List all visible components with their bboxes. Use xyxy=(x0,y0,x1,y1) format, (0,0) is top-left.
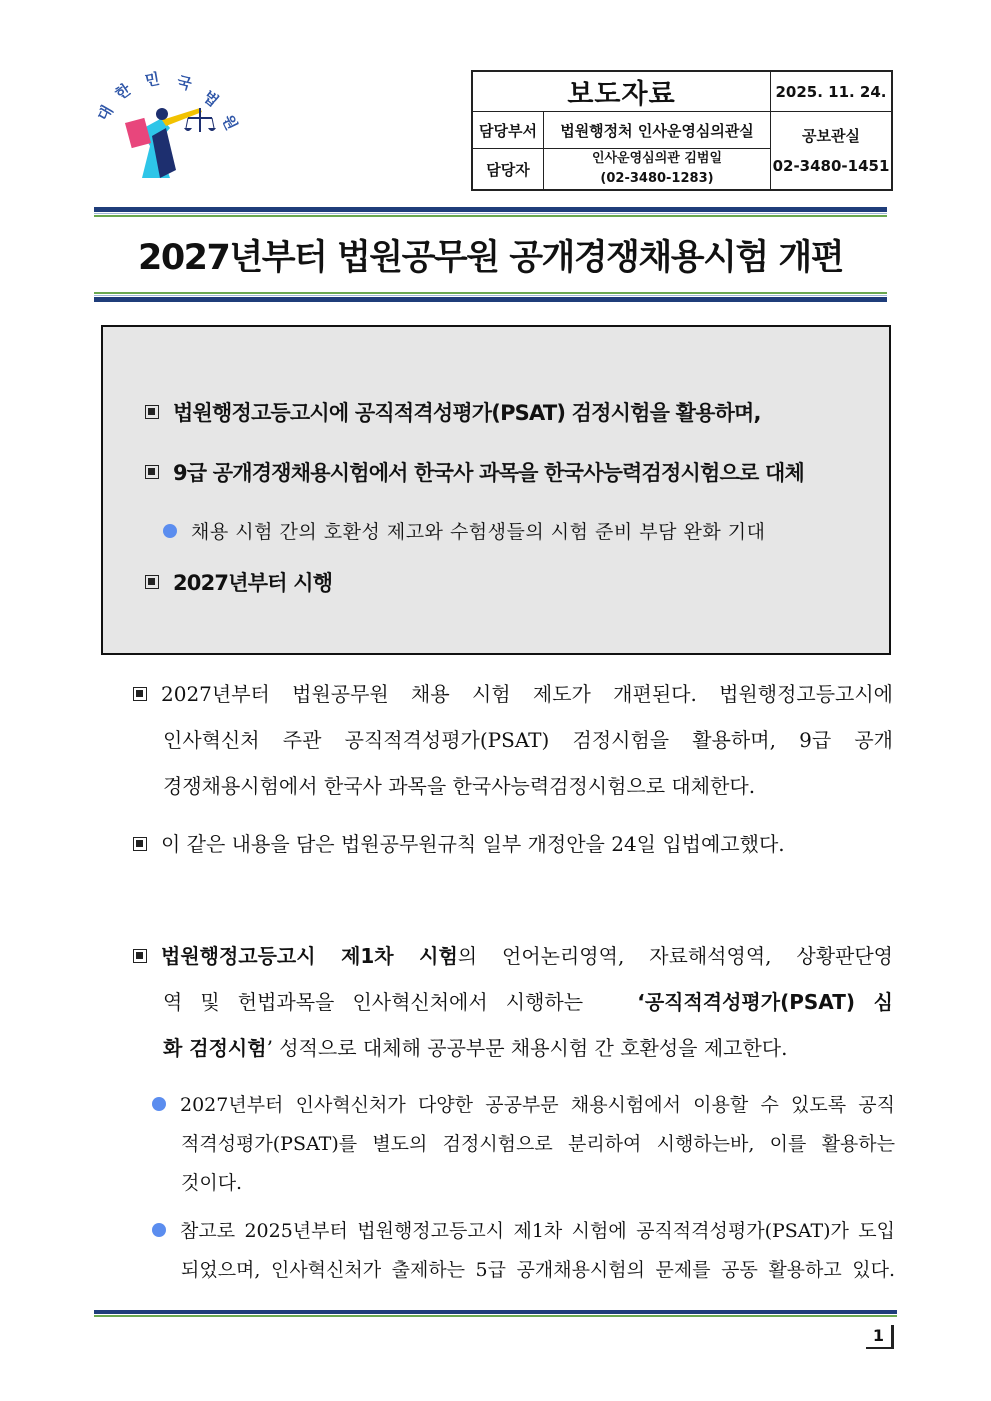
summary-subitem: 채용 시험 간의 호환성 제고와 수험생들의 시험 준비 부담 완화 기대 xyxy=(163,517,765,544)
svg-text:국: 국 xyxy=(174,72,194,94)
summary-box xyxy=(101,325,891,655)
body-paragraph xyxy=(133,933,893,1071)
square-bullet-icon xyxy=(145,405,159,419)
pr-phone: 02-3480-1451 xyxy=(772,156,890,175)
release-date: 2025. 11. 24. xyxy=(771,71,893,112)
paragraph-line: 화 검정시험’ 성적으로 대체해 공공부문 채용시험 간 호환성을 제고한다. xyxy=(163,1036,788,1060)
paragraph-line: 경쟁채용시험에서 한국사 과목을 한국사능력검정시험으로 대체한다. xyxy=(163,774,756,798)
square-bullet-icon xyxy=(133,949,147,963)
svg-text:한: 한 xyxy=(111,80,135,104)
square-bullet-icon xyxy=(145,465,159,479)
circle-bullet-icon xyxy=(152,1223,166,1237)
square-bullet-icon xyxy=(133,687,147,701)
contact-label: 담당자 xyxy=(472,149,544,191)
paragraph-line: 이 같은 내용을 담은 법원공무원규칙 일부 개정안을 24일 입법예고했다. xyxy=(133,821,893,867)
svg-text:원: 원 xyxy=(218,112,241,133)
svg-text:대: 대 xyxy=(93,102,117,124)
summary-item: 9급 공개경쟁채용시험에서 한국사 과목을 한국사능력검정시험으로 대체 xyxy=(145,457,804,487)
paragraph-line: 역 및 헌법과목을 인사혁신처에서 시행하는 ‘공직적격성평가(PSAT) 심 xyxy=(163,990,893,1014)
title-top-bar xyxy=(94,207,887,217)
paragraph-line: 인사혁신처 주관 공직적격성평가(PSAT) 검정시험을 활용하며, 9급 공개 xyxy=(163,728,893,752)
subitem-line: 참고로 2025년부터 법원행정고등고시 제1차 시험에 공직적격성평가(PSAT)가 도입 xyxy=(152,1212,895,1251)
subitem-line: 적격성평가(PSAT)를 별도의 검정시험으로 분리하여 시행하는바, 이를 활용하는 xyxy=(181,1133,895,1155)
body-subitem xyxy=(152,1212,895,1290)
paragraph-line: 법원행정고등고시 제1차 시험의 언어논리영역, 자료해석영역, 상황판단영 xyxy=(133,933,893,979)
subitem-line: 되었으며, 인사혁신처가 출제하는 5급 공개채용시험의 문제를 공동 활용하고 있다. xyxy=(181,1259,895,1281)
circle-bullet-icon xyxy=(163,524,177,538)
contact-name: 인사운영심의관 김범일 xyxy=(591,151,723,166)
contact-cell xyxy=(544,149,771,191)
circle-bullet-icon xyxy=(152,1097,166,1111)
dept-label: 담당부서 xyxy=(472,112,544,149)
footer-bar xyxy=(94,1310,897,1317)
subitem-line: 2027년부터 인사혁신처가 다양한 공공부문 채용시험에서 이용할 수 있도록 공직 xyxy=(152,1086,895,1125)
press-release-header xyxy=(471,70,893,191)
square-bullet-icon xyxy=(133,837,147,851)
pr-office-cell xyxy=(771,112,893,191)
summary-item: 법원행정고등고시에 공직적격성평가(PSAT) 검정시험을 활용하며, xyxy=(145,397,761,427)
square-bullet-icon xyxy=(145,575,159,589)
body-paragraph xyxy=(133,671,893,809)
release-title: 보도자료 xyxy=(472,71,771,112)
summary-item: 2027년부터 시행 xyxy=(145,567,332,597)
pr-office: 공보관실 xyxy=(802,126,860,145)
paragraph-line: 2027년부터 법원공무원 채용 시험 제도가 개편된다. 법원행정고등고시에 xyxy=(133,671,893,717)
court-logo xyxy=(93,69,250,185)
title-bottom-bar xyxy=(94,292,887,302)
svg-text:민: 민 xyxy=(143,69,161,90)
contact-phone: (02-3480-1283) xyxy=(600,171,714,186)
dept-value: 법원행정처 인사운영심의관실 xyxy=(544,112,771,149)
main-title: 2027년부터 법원공무원 공개경쟁채용시험 개편 xyxy=(137,238,844,278)
body-subitem xyxy=(152,1086,895,1203)
body-paragraph xyxy=(133,821,893,867)
page-number: 1 xyxy=(866,1325,894,1349)
svg-text:법: 법 xyxy=(199,87,223,111)
subitem-line: 것이다. xyxy=(181,1172,243,1194)
